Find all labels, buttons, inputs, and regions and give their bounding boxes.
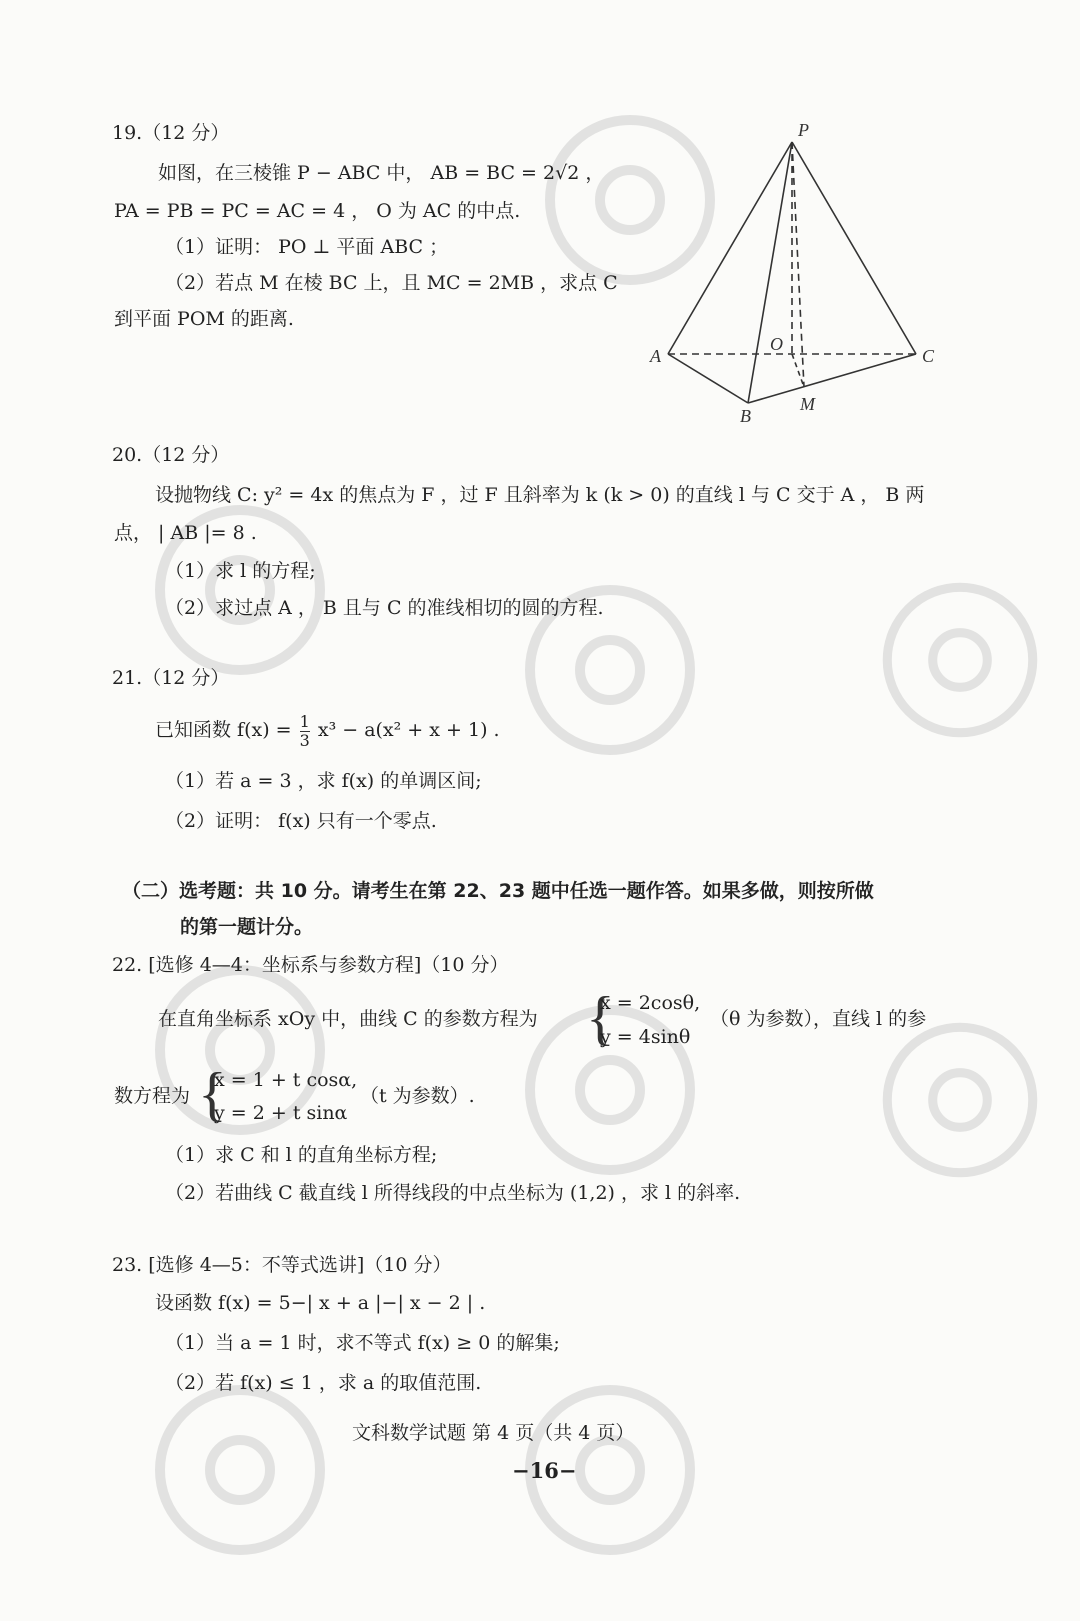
q22-line-2-suffix: （t 为参数）. — [360, 1085, 475, 1107]
q19-line-5: 到平面 POM 的距离. — [114, 308, 294, 330]
q20-line-1: 设抛物线 C: y² = 4x 的焦点为 F ，过 F 且斜率为 k (k > 0) 的直线 l 与 C 交于 A ， B 两 — [155, 484, 925, 506]
q19-header: 19.（12 分） — [112, 122, 230, 144]
q20-part-2: （2）求过点 A ， B 且与 C 的准线相切的圆的方程. — [165, 597, 604, 619]
fraction-denominator: 3 — [299, 730, 310, 750]
q19-part-2: （2）若点 M 在棱 BC 上，且 MC = 2MB ，求点 C — [165, 272, 618, 294]
q23-line-1: 设函数 f(x) = 5−| x + a |−| x − 2 | . — [155, 1292, 486, 1314]
q21-part-1: （1）若 a = 3 ，求 f(x) 的单调区间; — [165, 770, 482, 792]
brace-icon: { — [198, 1061, 227, 1127]
fraction-numerator: 1 — [299, 711, 310, 731]
label-o: O — [770, 334, 783, 354]
label-c: C — [922, 346, 935, 366]
q22-line-1-prefix: 在直角坐标系 xOy 中，曲线 C 的参数方程为 — [158, 1008, 538, 1030]
label-b: B — [740, 406, 751, 426]
q22-param-system-2-y: y = 2 + t sinα — [214, 1102, 348, 1124]
q21-func-prefix: 已知函数 f(x) = — [155, 719, 292, 741]
q22-line-1-suffix: （θ 为参数），直线 l 的参 — [710, 1008, 927, 1030]
section-2-instruction-line-2: 的第一题计分。 — [180, 916, 314, 938]
label-p: P — [798, 120, 809, 140]
q22-param-system-2-x: x = 1 + t cosα, — [214, 1069, 358, 1091]
label-m: M — [800, 394, 815, 414]
watermark-logo-icon — [500, 560, 720, 780]
edge-pc — [792, 142, 916, 354]
edge-bc — [748, 354, 916, 403]
q21-line-1 — [155, 710, 500, 750]
q22-line-2-prefix: 数方程为 — [114, 1085, 191, 1107]
segment-pm-hidden — [792, 142, 804, 387]
page-caption: 文科数学试题 第 4 页（共 4 页） — [352, 1422, 635, 1444]
tetrahedron-figure — [640, 120, 960, 430]
q22-param-system-1-x: x = 2cosθ, — [600, 992, 701, 1014]
brace-icon: { — [586, 985, 615, 1051]
q19-line-1: 如图，在三棱锥 P − ABC 中， AB = BC = 2√2 ， — [158, 162, 605, 184]
q20-header: 20.（12 分） — [112, 444, 230, 466]
page-number: −16− — [512, 1458, 577, 1483]
q19-part-1: （1）证明： PO ⊥ 平面 ABC ； — [165, 236, 449, 258]
edge-ab — [668, 354, 748, 403]
q21-func-suffix: x³ − a(x² + x + 1) . — [317, 719, 500, 741]
q21-header: 21.（12 分） — [112, 667, 230, 689]
q22-part-2: （2）若曲线 C 截直线 l 所得线段的中点坐标为 (1,2) ，求 l 的斜率. — [165, 1182, 741, 1204]
q22-part-1: （1）求 C 和 l 的直角坐标方程; — [165, 1144, 438, 1166]
q20-line-2: 点， | AB |= 8 . — [114, 522, 257, 544]
label-a: A — [650, 346, 661, 366]
q23-header: 23. [选修 4—5：不等式选讲]（10 分） — [112, 1254, 452, 1276]
q23-part-2: （2）若 f(x) ≤ 1 ，求 a 的取值范围. — [165, 1372, 482, 1394]
fraction — [300, 713, 310, 750]
q19-line-2: PA = PB = PC = AC = 4 ， O 为 AC 的中点. — [114, 200, 521, 222]
q20-part-1: （1）求 l 的方程; — [165, 560, 316, 582]
q21-part-2: （2）证明： f(x) 只有一个零点. — [165, 810, 437, 832]
section-2-instruction-line-1: （二）选考题：共 10 分。请考生在第 22、23 题中任选一题作答。如果多做，则按所做 — [122, 880, 874, 902]
watermark-logo-icon — [860, 560, 1060, 760]
q22-header: 22. [选修 4—4：坐标系与参数方程]（10 分） — [112, 954, 509, 976]
q22-param-system-1-y: y = 4sinθ — [600, 1026, 691, 1048]
q23-part-1: （1）当 a = 1 时，求不等式 f(x) ≥ 0 的解集; — [165, 1332, 560, 1354]
